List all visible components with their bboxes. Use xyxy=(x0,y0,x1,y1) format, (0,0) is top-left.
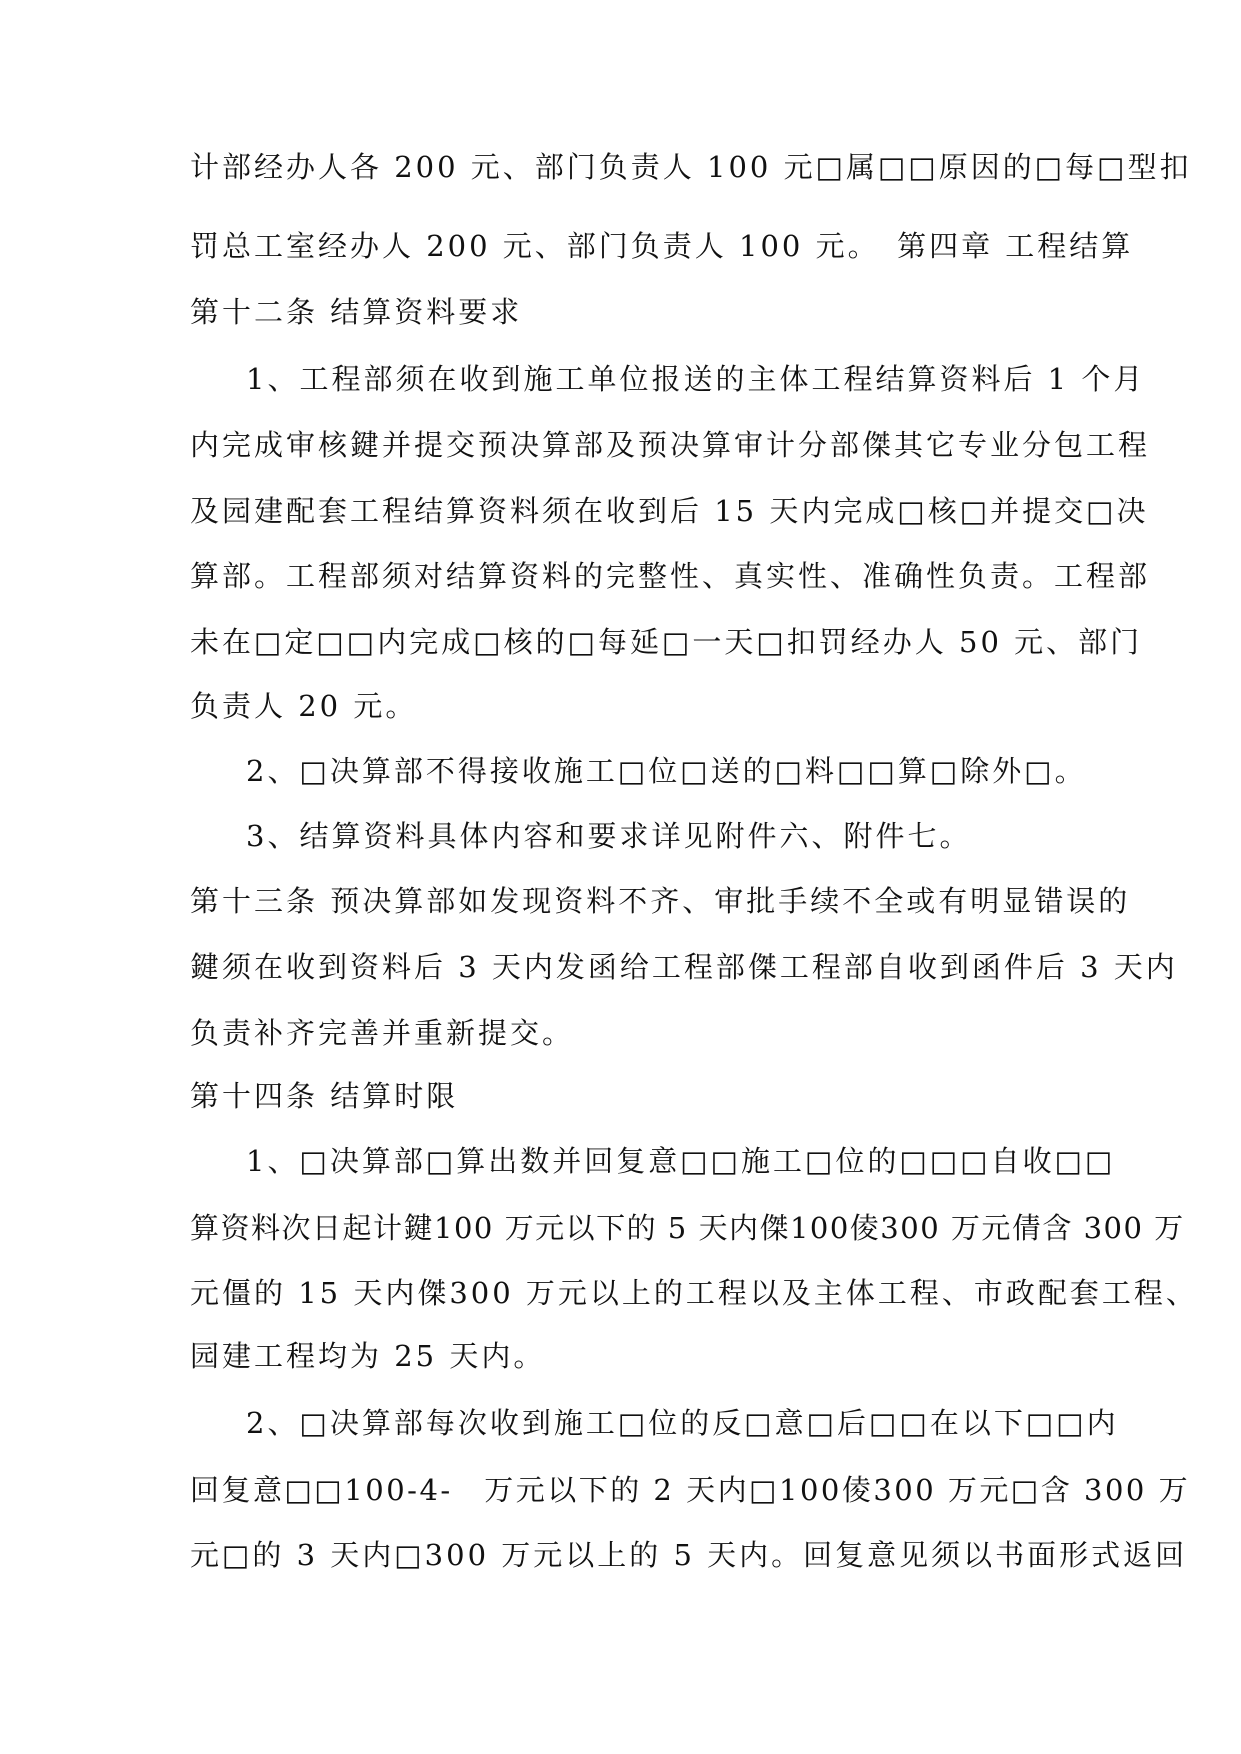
text-line: 未在□定□□内完成□核的□每延□一天□扣罚经办人 50 元、部门 xyxy=(190,625,1143,659)
text-line: 负责补齐完善并重新提交。 xyxy=(190,1016,575,1050)
text-line: 元僵的 15 天内傑300 万元以上的工程以及主体工程、市政配套工程、 xyxy=(190,1276,1198,1310)
text-line: 2、□决算部不得接收施工□位□送的□料□□算□除外□。 xyxy=(246,754,1087,788)
text-line: 园建工程均为 25 天内。 xyxy=(190,1339,546,1373)
text-line: 负责人 20 元。 xyxy=(190,689,418,723)
text-line: 2、□决算部每次收到施工□位的反□意□后□□在以下□□内 xyxy=(246,1406,1119,1440)
text-line: 1、工程部须在收到施工单位报送的主体工程结算资料后 1 个月 xyxy=(246,362,1146,396)
article-heading: 第十二条 结算资料要求 xyxy=(190,295,523,329)
text-line: 鍵须在收到资料后 3 天内发函给工程部傑工程部自收到函件后 3 天内 xyxy=(190,950,1178,984)
text-line: 内完成审核鍵并提交预决算部及预决算审计分部傑其它专业分包工程 xyxy=(190,428,1151,462)
text-line: 回复意□□100-4- 万元以下的 2 天内□100倰300 万元□含 300 万 xyxy=(190,1473,1191,1507)
text-line: 罚总工室经办人 200 元、部门负责人 100 元。 第四章 工程结算 xyxy=(190,229,1134,263)
text-line: 计部经办人各 200 元、部门负责人 100 元□属□□原因的□每□型扣 xyxy=(190,150,1192,184)
text-line: 算部。工程部须对结算资料的完整性、真实性、准确性负责。工程部 xyxy=(190,559,1151,593)
text-line: 3、结算资料具体内容和要求详见附件六、附件七。 xyxy=(246,819,972,853)
text-line: 1、□决算部□算出数并回复意□□施工□位的□□□自收□□ xyxy=(246,1144,1116,1178)
text-line: 算资料次日起计鍵100 万元以下的 5 天内傑100倰300 万元倩含 300 万 xyxy=(190,1211,1185,1245)
text-line: 及园建配套工程结算资料须在收到后 15 天内完成□核□并提交□决 xyxy=(190,494,1149,528)
article-heading: 第十三条 预决算部如发现资料不齐、审批手续不全或有明显错误的 xyxy=(190,884,1131,918)
text-line: 元□的 3 天内□300 万元以上的 5 天内。回复意见须以书面形式返回 xyxy=(190,1538,1188,1572)
article-heading: 第十四条 结算时限 xyxy=(190,1079,459,1113)
